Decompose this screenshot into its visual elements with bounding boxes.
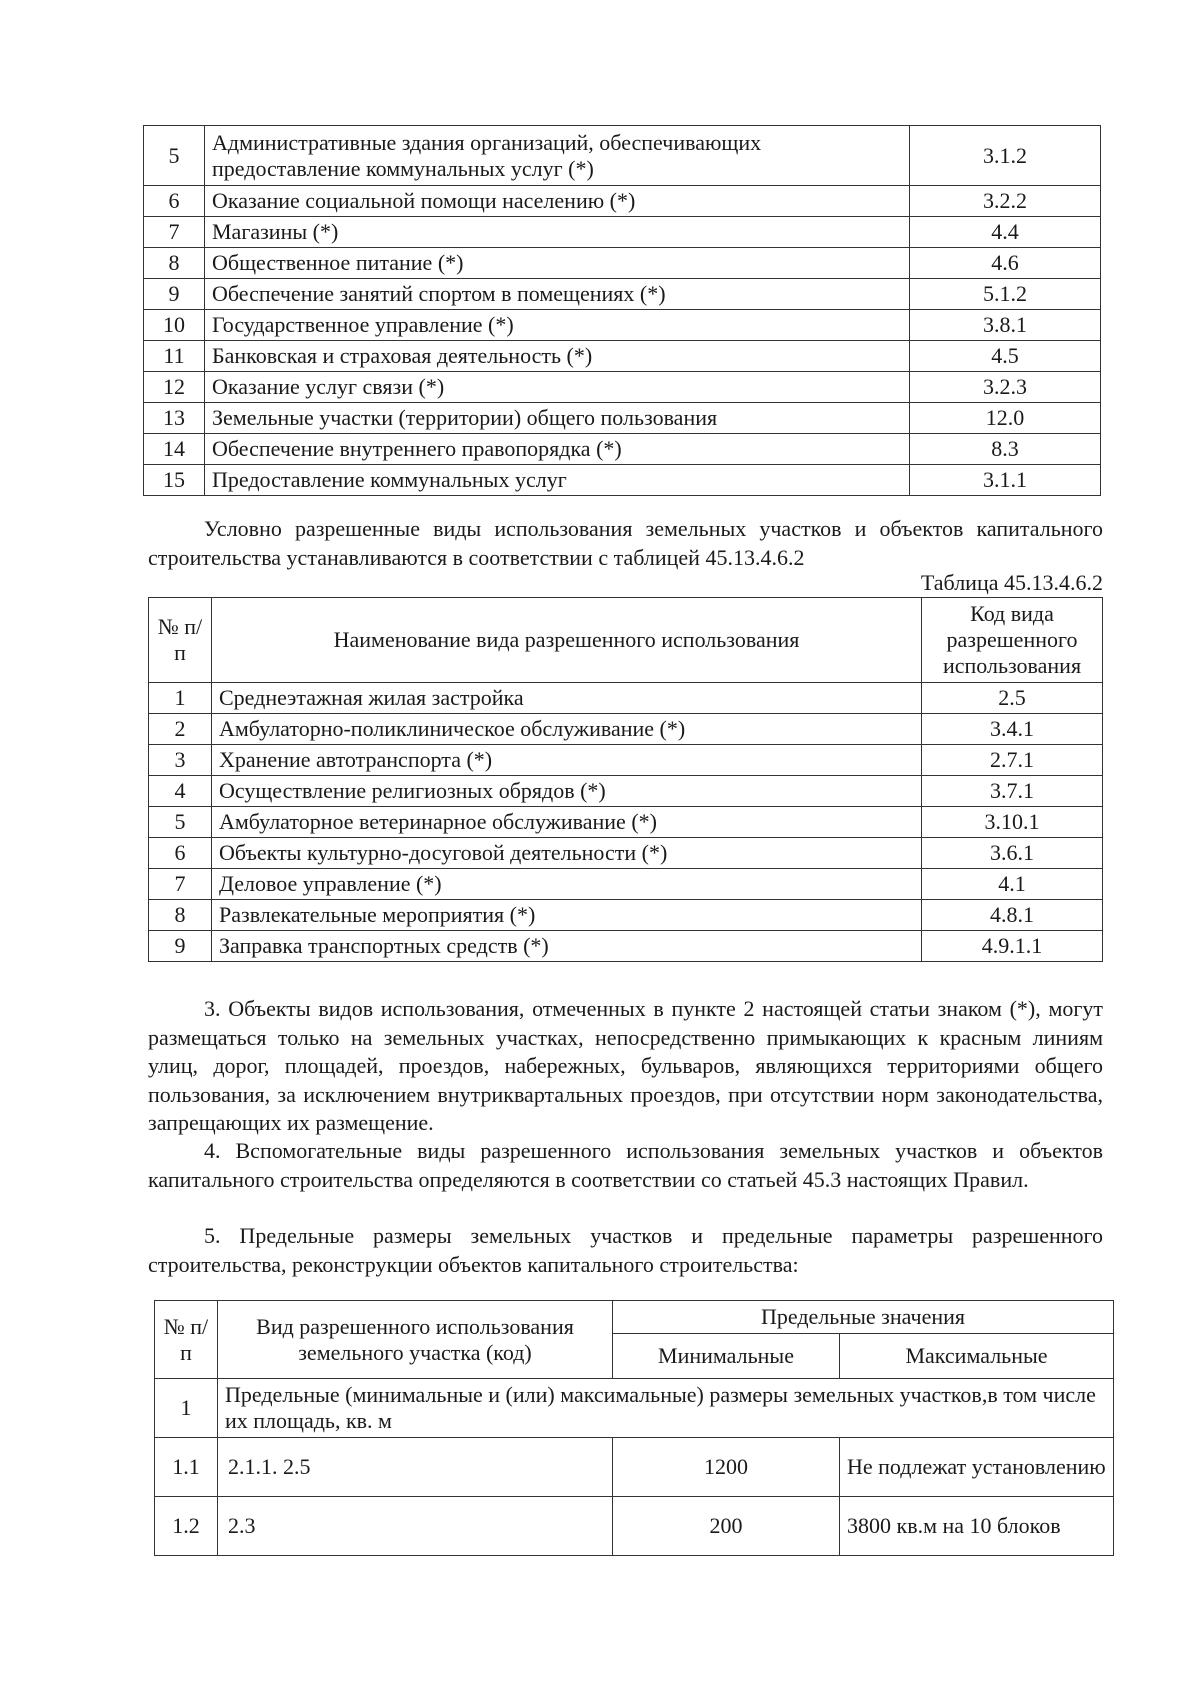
use-name: Амбулаторно-поликлиническое обслуживание (*) [212, 714, 922, 745]
row-number: 6 [144, 186, 205, 217]
table-row [149, 838, 1103, 869]
table-row [149, 807, 1103, 838]
use-code: 2.3 [218, 1497, 613, 1556]
use-name: Магазины (*) [205, 217, 910, 248]
row-number: 8 [144, 248, 205, 279]
table-row [149, 900, 1103, 931]
table-row [144, 403, 1101, 434]
use-name: Оказание услуг связи (*) [205, 372, 910, 403]
max-value: 3800 кв.м на 10 блоков [840, 1497, 1114, 1556]
row-number: 8 [149, 900, 212, 931]
min-value: 200 [613, 1497, 840, 1556]
table-row [149, 869, 1103, 900]
use-code: 3.10.1 [922, 807, 1103, 838]
row-number: 5 [144, 126, 205, 186]
table-row [144, 465, 1101, 496]
column-header-max: Максимальные [840, 1334, 1114, 1379]
use-code: 3.7.1 [922, 776, 1103, 807]
use-code: 3.6.1 [922, 838, 1103, 869]
permitted-uses-table-continued [143, 125, 1101, 496]
table-row [149, 714, 1103, 745]
row-number: 10 [144, 310, 205, 341]
use-name: Амбулаторное ветеринарное обслуживание (*) [212, 807, 922, 838]
use-name: Осуществление религиозных обрядов (*) [212, 776, 922, 807]
use-name: Административные здания организаций, обеспечивающих предоставление коммунальных услуг (*) [205, 126, 910, 186]
table-row [149, 683, 1103, 714]
use-name: Среднеэтажная жилая застройка [212, 683, 922, 714]
table-row [155, 1438, 1114, 1497]
use-name: Деловое управление (*) [212, 869, 922, 900]
max-value: Не подлежат установлению [840, 1438, 1114, 1497]
use-code: 4.9.1.1 [922, 931, 1103, 962]
table-row [149, 745, 1103, 776]
use-name: Общественное питание (*) [205, 248, 910, 279]
column-header-min: Минимальные [613, 1334, 840, 1379]
row-number: 2 [149, 714, 212, 745]
min-value: 1200 [613, 1438, 840, 1497]
table-row [144, 217, 1101, 248]
use-name: Обеспечение внутреннего правопорядка (*) [205, 434, 910, 465]
row-number: 7 [149, 869, 212, 900]
use-name: Развлекательные мероприятия (*) [212, 900, 922, 931]
conditional-uses-table [148, 597, 1103, 962]
table-header-row [149, 598, 1103, 683]
table-row [144, 310, 1101, 341]
use-code: 4.5 [910, 341, 1101, 372]
use-code: 4.8.1 [922, 900, 1103, 931]
row-number: 1.1 [155, 1438, 218, 1497]
column-header-code: Код вида разрешенного использования [922, 598, 1103, 683]
use-name: Хранение автотранспорта (*) [212, 745, 922, 776]
table-row [155, 1497, 1114, 1556]
use-code: 2.1.1. 2.5 [218, 1438, 613, 1497]
row-number: 9 [149, 931, 212, 962]
row-number: 13 [144, 403, 205, 434]
use-code: 3.2.2 [910, 186, 1101, 217]
limits-table [154, 1300, 1114, 1556]
row-number: 1.2 [155, 1497, 218, 1556]
use-name: Предоставление коммунальных услуг [205, 465, 910, 496]
table-caption: Таблица 45.13.4.6.2 [920, 570, 1103, 595]
row-number: 7 [144, 217, 205, 248]
use-code: 12.0 [910, 403, 1101, 434]
use-name: Банковская и страховая деятельность (*) [205, 341, 910, 372]
use-code: 3.8.1 [910, 310, 1101, 341]
column-header-number: № п/п [149, 598, 212, 683]
table-row [144, 434, 1101, 465]
column-header-number: № п/п [155, 1301, 218, 1379]
row-number: 15 [144, 465, 205, 496]
table-row [144, 248, 1101, 279]
use-code: 4.1 [922, 869, 1103, 900]
use-name: Оказание социальной помощи населению (*) [205, 186, 910, 217]
use-code: 2.7.1 [922, 745, 1103, 776]
use-name: Заправка транспортных средств (*) [212, 931, 922, 962]
table-row [144, 126, 1101, 186]
row-number: 4 [149, 776, 212, 807]
conditional-uses-intro: Условно разрешенные виды использования земельных участков и объектов капитального строительства устанавливаются в соответствии с таблицей 45.13.4.6.2 [148, 516, 1103, 570]
table-row [144, 186, 1101, 217]
use-code: 3.1.2 [910, 126, 1101, 186]
column-header-name: Наименование вида разрешенного использования [212, 598, 922, 683]
use-code: 3.1.1 [910, 465, 1101, 496]
row-number: 11 [144, 341, 205, 372]
use-name: Обеспечение занятий спортом в помещениях (*) [205, 279, 910, 310]
use-code: 4.4 [910, 217, 1101, 248]
row-number: 5 [149, 807, 212, 838]
table-header-row [155, 1301, 1114, 1334]
row-number: 6 [149, 838, 212, 869]
table-row [149, 931, 1103, 962]
table-row [144, 372, 1101, 403]
use-code: 5.1.2 [910, 279, 1101, 310]
table-row [144, 341, 1101, 372]
row-number: 3 [149, 745, 212, 776]
row-number: 1 [155, 1379, 218, 1438]
use-code: 3.4.1 [922, 714, 1103, 745]
paragraph-3: 3. Объекты видов использования, отмеченных в пункте 2 настоящей статьи знаком (*), могут размещаться только на земельных участках, непосредственно примыкающих к красным линиям улиц, дорог, площадей, проездов, набережных, бульваров, являющихся территориями общего пользования, за исключением внутриквартальных проездов, при отсутствии норм законодательства, запрещающих их размещение. [148, 996, 1103, 1135]
use-name: Государственное управление (*) [205, 310, 910, 341]
section-title: Предельные (минимальные и (или) максимальные) размеры земельных участков,в том числе их площадь, кв. м [218, 1379, 1114, 1438]
row-number: 14 [144, 434, 205, 465]
use-code: 8.3 [910, 434, 1101, 465]
use-code: 2.5 [922, 683, 1103, 714]
row-number: 9 [144, 279, 205, 310]
column-header-use-code: Вид разрешенного использования земельного участка (код) [218, 1301, 613, 1379]
table-row [144, 279, 1101, 310]
use-name: Земельные участки (территории) общего пользования [205, 403, 910, 434]
row-number: 12 [144, 372, 205, 403]
row-number: 1 [149, 683, 212, 714]
paragraph-5: 5. Предельные размеры земельных участков и предельные параметры разрешенного строительства, реконструкции объектов капитального строительства: [148, 1223, 1103, 1277]
use-code: 3.2.3 [910, 372, 1101, 403]
table-section-row [155, 1379, 1114, 1438]
paragraph-4: 4. Вспомогательные виды разрешенного использования земельных участков и объектов капитального строительства определяются в соответствии со статьей 45.3 настоящих Правил. [148, 1138, 1103, 1192]
use-code: 4.6 [910, 248, 1101, 279]
column-header-limits: Предельные значения [613, 1301, 1114, 1334]
table-row [149, 776, 1103, 807]
use-name: Объекты культурно-досуговой деятельности (*) [212, 838, 922, 869]
